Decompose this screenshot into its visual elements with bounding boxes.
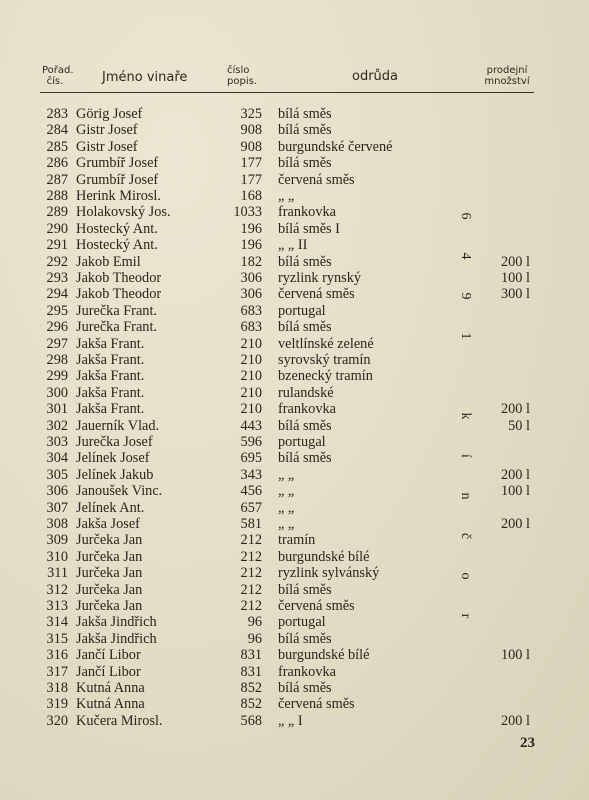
wine-variety: burgundské bílé [278,647,370,664]
house-number: 210 [240,352,262,368]
wine-variety: rulandské [278,384,334,401]
table-row [0,647,589,663]
house-number: 177 [240,155,262,172]
header-divider [40,92,534,93]
grower-name: Gistr Josef [76,122,138,139]
wine-variety: „ „ [278,466,295,483]
side-letter: č [458,532,473,540]
sale-quantity: 200 l [501,401,530,418]
table-row [0,516,589,532]
wine-variety: „ „ [278,188,295,204]
header-col-number-line1: Pořad. [42,65,74,76]
wine-variety: portugal [278,614,326,631]
wine-variety: bílá směs [278,253,332,270]
table-row [0,434,589,450]
table-row [0,188,589,204]
sale-quantity: 200 l [501,516,530,532]
side-letter: 9 [458,292,473,300]
wine-variety: bílá směs [278,106,332,122]
table-row [0,614,589,630]
row-number: 304 [46,450,68,467]
grower-name: Hostecký Ant. [76,237,158,254]
sale-quantity: 200 l [501,466,530,483]
table-row [0,483,589,499]
table-row [0,352,589,368]
grower-name: Jelínek Josef [76,450,150,467]
row-number: 295 [46,302,68,319]
row-number: 312 [46,581,68,598]
side-letter: í [458,454,473,458]
row-number: 306 [46,483,68,500]
table-row [0,122,589,138]
row-number: 300 [46,384,68,401]
wine-variety: portugal [278,302,326,319]
table-row [0,155,589,171]
header-col-quantity-line2: množství [484,75,530,87]
row-number: 308 [46,516,68,532]
house-number: 212 [240,598,262,614]
grower-name: Kutná Anna [76,696,145,713]
header-col-popis-line2: popis. [227,75,257,87]
row-number: 296 [46,319,68,336]
table-row [0,106,589,122]
row-number: 283 [46,106,68,122]
row-number: 318 [46,680,68,696]
wine-variety: bílá směs [278,155,332,172]
table-row [0,500,589,516]
side-letter: k [458,412,473,420]
table-row [0,713,589,729]
header-col-popis-line1: číslo [227,65,250,76]
house-number: 1033 [233,204,262,221]
table-row [0,598,589,614]
row-number: 294 [46,286,68,303]
row-number: 291 [46,237,68,254]
sale-quantity: 200 l [501,712,530,729]
house-number: 456 [240,483,262,500]
header-col-name: Jméno vinaře [102,70,188,85]
grower-name: Jakša Jindřich [76,614,157,631]
house-number: 908 [240,138,262,155]
wine-variety: burgundské bílé [278,548,370,565]
header-col-number-line2: čís. [46,75,64,87]
house-number: 443 [240,417,262,434]
house-number: 581 [240,516,262,532]
wine-variety: bílá směs [278,122,332,139]
side-letter: 1 [458,332,473,340]
table-row [0,286,589,302]
grower-name: Jelínek Ant. [76,499,145,516]
row-number: 292 [46,253,68,270]
row-number: 290 [46,220,68,237]
side-letter: r [458,613,473,619]
house-number: 212 [240,532,262,549]
table-row [0,204,589,220]
wine-variety: ryzlink sylvánský [278,565,380,582]
grower-name: Jakša Frant. [76,384,145,401]
sale-quantity: 100 l [501,647,530,664]
grower-name: Jakša Josef [76,516,140,532]
row-number: 284 [46,122,68,139]
row-number: 313 [46,598,68,614]
row-number: 297 [46,335,68,352]
row-number: 287 [46,171,68,188]
table-row [0,450,589,466]
grower-name: Janoušek Vinc. [76,483,163,500]
grower-name: Grumbíř Josef [76,155,159,172]
side-letter: o [458,572,473,580]
house-number: 210 [240,401,262,418]
house-number: 210 [240,335,262,352]
grower-name: Herink Mirosl. [76,188,161,204]
table-row [0,532,589,548]
house-number: 196 [240,220,262,237]
sale-quantity: 100 l [501,483,530,500]
row-number: 285 [46,138,68,155]
grower-name: Jančí Libor [76,647,141,664]
wine-variety: „ „ I [278,712,303,729]
grower-name: Jakša Frant. [76,401,145,418]
header-col-quantity [482,66,532,87]
grower-name: Jakob Theodor [76,286,162,303]
house-number: 306 [240,286,262,303]
wine-variety: bílá směs [278,680,332,696]
house-number: 683 [240,302,262,319]
sale-quantity: 300 l [501,286,530,303]
header-col-quantity-line1: prodejní [486,65,528,76]
grower-name: Jurečka Josef [76,434,153,450]
grower-name: Jurčeka Jan [76,548,143,565]
row-number: 298 [46,352,68,368]
table-row [0,254,589,270]
wine-variety: ryzlink rynský [278,270,361,286]
wine-variety: bílá směs [278,319,332,336]
house-number: 596 [240,434,262,450]
house-number: 852 [240,680,262,696]
row-number: 309 [46,532,68,549]
grower-name: Jurčeka Jan [76,598,143,614]
house-number: 96 [247,614,262,631]
row-number: 314 [46,614,68,631]
house-number: 695 [240,450,262,467]
house-number: 657 [240,499,262,516]
house-number: 831 [240,647,262,664]
wine-variety: „ „ [278,483,295,500]
row-number: 320 [46,712,68,729]
house-number: 343 [240,466,262,483]
wine-variety: bzenecký tramín [278,368,373,385]
grower-name: Jurčeka Jan [76,565,143,582]
table-row [0,401,589,417]
side-letter: 6 [458,212,473,220]
row-number: 288 [46,188,68,204]
table-row [0,303,589,319]
header-col-popis [227,66,257,87]
table-row [0,368,589,384]
grower-name: Jelínek Jakub [76,466,154,483]
grower-name: Gistr Josef [76,138,138,155]
wine-variety: červená směs [278,286,355,303]
wine-variety: tramín [278,532,316,549]
wine-variety: portugal [278,434,326,450]
grower-name: Jakša Jindřich [76,630,157,647]
grower-name: Hostecký Ant. [76,220,158,237]
table-row [0,336,589,352]
grower-name: Jurečka Frant. [76,302,157,319]
grower-name: Jurečka Frant. [76,319,157,336]
row-number: 302 [46,417,68,434]
wine-variety: bílá směs I [278,220,340,237]
house-number: 210 [240,368,262,385]
table-row [0,582,589,598]
grower-name: Jakša Frant. [76,335,145,352]
table-row [0,467,589,483]
wine-variety: „ „ II [278,237,308,254]
row-number: 293 [46,270,68,286]
table-row [0,237,589,253]
page-number: 23 [520,735,535,751]
table-row [0,664,589,680]
wine-variety: červená směs [278,171,355,188]
grower-name: Jakša Frant. [76,368,145,385]
side-vertical-text [452,208,478,648]
house-number: 568 [240,712,262,729]
house-number: 212 [240,548,262,565]
table-row [0,385,589,401]
wine-variety: „ „ [278,516,295,532]
table-row [0,221,589,237]
grower-name: Görig Josef [76,106,143,122]
grower-name: Kutná Anna [76,680,145,696]
house-number: 212 [240,581,262,598]
grower-name: Jakob Emil [76,253,141,270]
sale-quantity: 50 l [508,417,530,434]
wine-variety: burgundské červené [278,138,393,155]
table-row [0,565,589,581]
house-number: 306 [240,270,262,286]
row-number: 317 [46,663,68,680]
house-number: 683 [240,319,262,336]
row-number: 307 [46,499,68,516]
row-number: 289 [46,204,68,221]
header-col-variety: odrůda [352,69,399,84]
house-number: 852 [240,696,262,713]
table-row [0,319,589,335]
grower-name: Jurčeka Jan [76,532,143,549]
table-row [0,631,589,647]
wine-variety: bílá směs [278,581,332,598]
wine-variety: frankovka [278,204,336,221]
side-letter: 4 [458,252,473,260]
row-number: 299 [46,368,68,385]
table-row [0,680,589,696]
wine-variety: bílá směs [278,450,332,467]
row-number: 319 [46,696,68,713]
wine-variety: červená směs [278,696,355,713]
house-number: 831 [240,663,262,680]
row-number: 310 [46,548,68,565]
house-number: 168 [240,188,262,204]
grower-name: Jakša Frant. [76,352,145,368]
row-number: 311 [47,565,68,582]
grower-name: Jauerník Vlad. [76,417,160,434]
house-number: 325 [240,106,262,122]
side-letter: n [458,492,473,500]
table-row [0,172,589,188]
house-number: 196 [240,237,262,254]
sale-quantity: 200 l [501,253,530,270]
house-number: 182 [240,253,262,270]
wine-variety: červená směs [278,598,355,614]
grower-name: Holakovský Jos. [76,204,171,221]
house-number: 96 [247,630,262,647]
row-number: 286 [46,155,68,172]
row-number: 316 [46,647,68,664]
house-number: 177 [240,171,262,188]
table-row [0,549,589,565]
wine-variety: syrovský tramín [278,352,371,368]
wine-variety: frankovka [278,663,336,680]
wine-variety: „ „ [278,499,295,516]
house-number: 210 [240,384,262,401]
sale-quantity: 100 l [501,270,530,286]
table-row [0,418,589,434]
wine-variety: bílá směs [278,630,332,647]
house-number: 908 [240,122,262,139]
house-number: 212 [240,565,262,582]
grower-name: Kučera Mirosl. [76,712,163,729]
header-col-number [42,65,74,87]
row-number: 305 [46,466,68,483]
grower-name: Jančí Libor [76,663,141,680]
wine-variety: bílá směs [278,417,332,434]
wine-variety: frankovka [278,401,336,418]
table-row [0,696,589,712]
row-number: 301 [46,401,68,418]
row-number: 303 [46,434,68,450]
row-number: 315 [46,630,68,647]
grower-name: Jurčeka Jan [76,581,143,598]
wine-variety: veltlínské zelené [278,335,374,352]
table-row [0,270,589,286]
table-row [0,139,589,155]
grower-name: Jakob Theodor [76,270,162,286]
grower-name: Grumbíř Josef [76,171,159,188]
